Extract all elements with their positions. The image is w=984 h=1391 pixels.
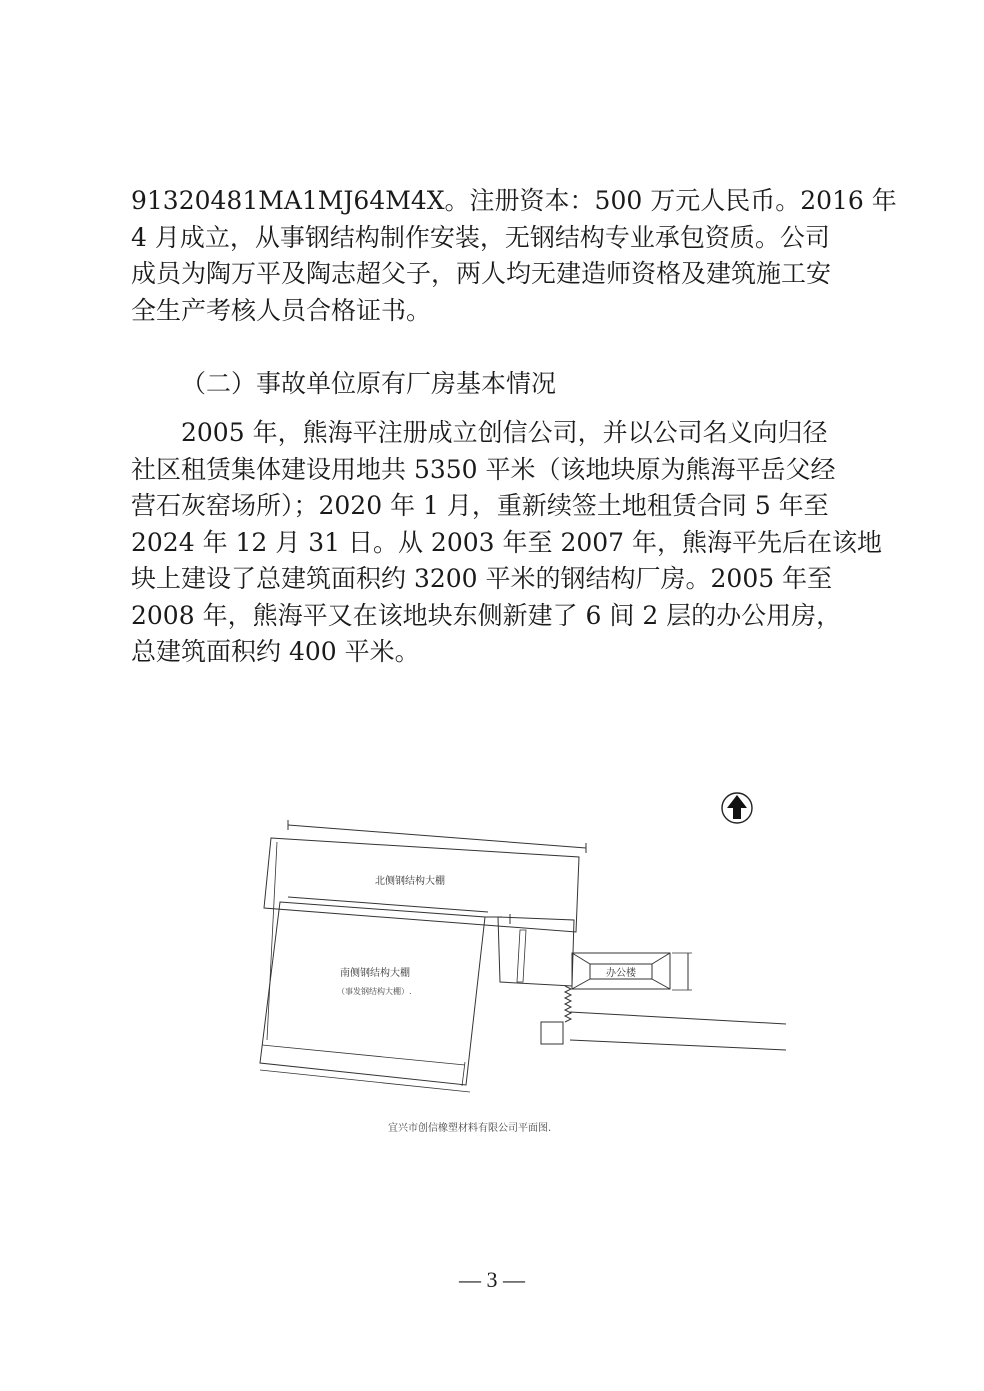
paragraph-company-info [131,183,897,329]
office-building-label: 办公楼 [606,968,636,979]
text-line: 全生产考核人员合格证书。 [131,295,432,325]
text-line: 成员为陶万平及陶志超父子，两人均无建造师资格及建筑施工安 [131,259,832,288]
connector-spring [565,986,571,1022]
text-line: 2008 年，熊海平又在该地块东侧新建了 6 间 2 层的办公用房， [131,600,842,630]
site-plan-diagram [240,780,800,1110]
section-heading: （二）事故单位原有厂房基本情况 [181,369,557,398]
text-line: 总建筑面积约 400 平米。 [131,637,420,666]
text-line: 社区租赁集体建设用地共 5350 平米（该地块原为熊海平岳父经 [131,454,836,484]
north-shed-label: 北侧钢结构大棚 [375,876,445,887]
text-line: 营石灰窑场所）；2020 年 1 月，重新续签土地租赁合同 5 年至 [131,491,829,520]
text-line: 2024 年 12 月 31 日。从 2003 年至 2007 年，熊海平先后在该地 [131,527,883,557]
text-line: 块上建设了总建筑面积约 3200 平米的钢结构厂房。2005 年至 [131,564,833,593]
text-line: 4 月成立，从事钢结构制作安装，无钢结构专业承包资质。公司 [131,222,830,252]
small-structure [541,1022,563,1044]
text-line: 2005 年，熊海平注册成立创信公司，并以公司名义向归径 [181,418,828,447]
text-line: 91320481MA1MJ64M4X。注册资本：500 万元人民币。2016 年 [131,186,897,215]
north-arrow-icon [722,793,752,823]
south-shed-label: 南侧钢结构大棚 [340,968,410,979]
page-number: — 3 — [459,1267,525,1292]
south-shed-note: （事发钢结构大棚）. [337,987,412,996]
paragraph-factory-info [131,415,883,671]
diagram-caption: 宜兴市创信橡塑材料有限公司平面图. [388,1123,552,1134]
